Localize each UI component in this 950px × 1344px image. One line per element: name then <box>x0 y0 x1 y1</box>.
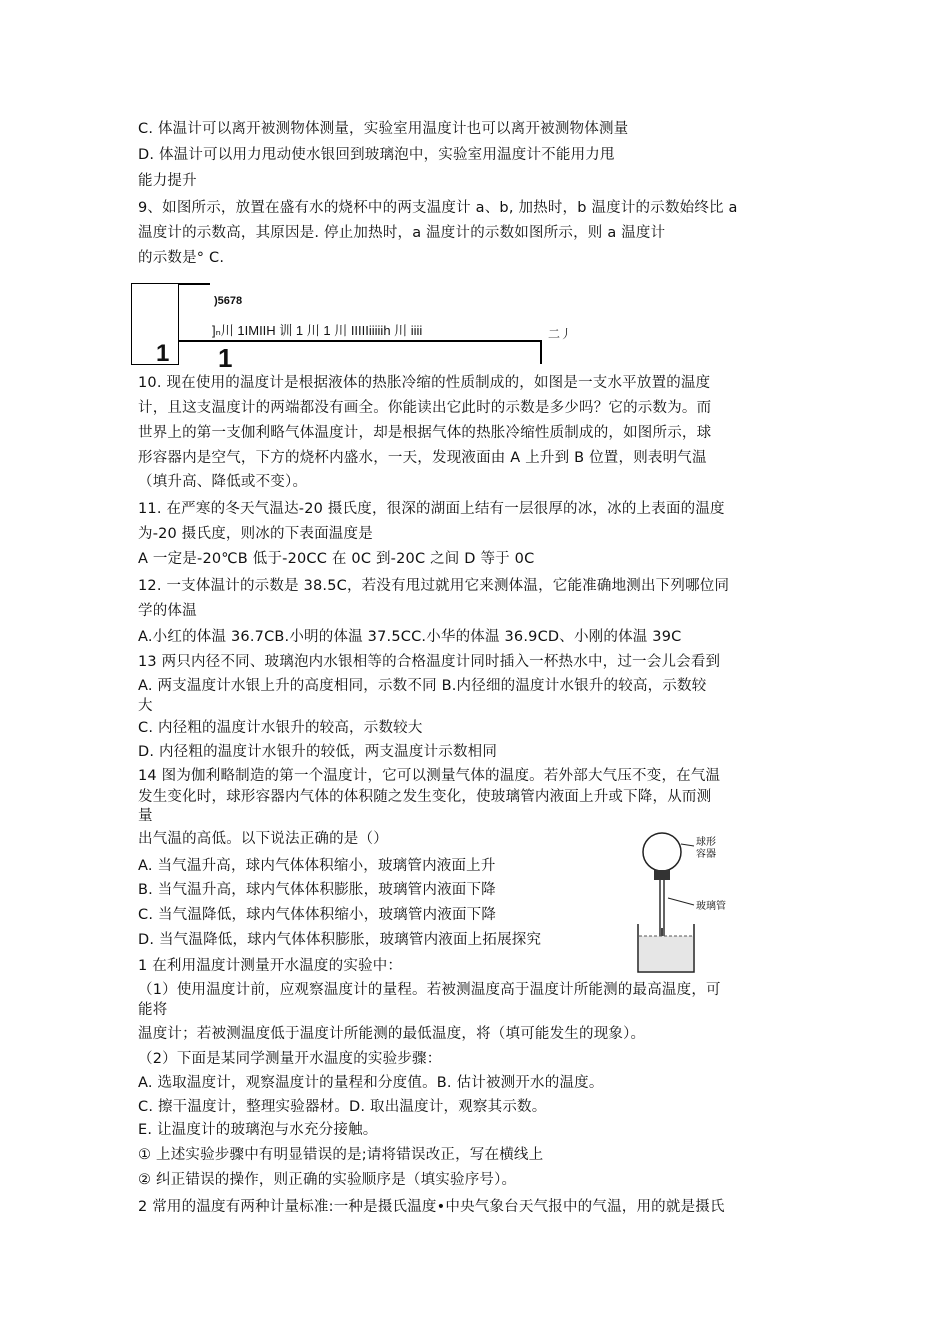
thermometer-end-mark: 二丿 <box>548 327 573 341</box>
q12-line-1: 12. 一支体温计的示数是 38.5C，若没有甩过就用它来测体温，它能准确地测出下列哪位同 <box>138 578 730 594</box>
q12-line-2: 学的体温 <box>138 603 197 619</box>
q14-option-b: B. 当气温升高，球内气体体积膨胀，玻璃管内液面下降 <box>138 882 496 898</box>
ext-q2-line-1: 2 常用的温度有两种计量标准:一种是摄氏温度•中央气象台天气报中的气温，用的就是摄氏 <box>138 1199 725 1215</box>
thermometer-box-digit: 1 <box>156 340 170 367</box>
galileo-thermometer-figure <box>620 832 780 982</box>
q10-line-5: （填升高、降低或不变）。 <box>138 474 308 490</box>
q12-options: A.小红的体温 36.7CB.小明的体温 37.5CC.小华的体温 36.9CD、小刚的体温 39C <box>138 629 682 645</box>
q10-line-1: 10. 现在使用的温度计是根据液体的热胀冷缩的性质制成的，如图是一支水平放置的温度 <box>138 375 711 391</box>
thermometer-scale-numbers: )5678 <box>214 295 243 307</box>
thermometer-scale-digit: 1 <box>218 343 233 373</box>
q13-option-c: C. 内径粗的温度计水银升的较高，示数较大 <box>138 720 423 736</box>
ext-q1-line-1: 1 在利用温度计测量开水温度的实验中： <box>138 958 403 974</box>
ext-q1-step-ab: A. 选取温度计，观察温度计的量程和分度值。B. 估计被测开水的温度。 <box>138 1075 604 1091</box>
thermometer-end-line <box>540 340 542 364</box>
thermometer-box <box>131 283 179 365</box>
q10-line-3: 世界上的第一支伽利略气体温度计，却是根据气体的热胀冷缩性质制成的，如图所示，球 <box>138 425 712 441</box>
ext-q1-line-3: 能将 <box>138 1002 168 1018</box>
q11-line-1: 11. 在严寒的冬天气温达-20 摄氏度，很深的湖面上结有一层很厚的冰，冰的上表面的温度 <box>138 501 725 517</box>
q14-option-c: C. 当气温降低，球内气体体积缩小，玻璃管内液面下降 <box>138 907 497 923</box>
q13-option-ab: A. 两支温度计水银上升的高度相同，示数不同 B.内径细的温度计水银升的较高，示数较 <box>138 678 707 694</box>
section-heading: 能力提升 <box>138 173 197 189</box>
q14-line-2: 发生变化时，球形容器内气体的体积随之发生变化，使玻璃管内液面上升或下降，从而测 <box>138 789 712 805</box>
ext-q1-line-4: 温度计；若被测温度低于温度计所能测的最低温度，将（填可能发生的现象）。 <box>138 1026 646 1042</box>
q9-line-3: 的示数是° C. <box>138 250 225 266</box>
ext-q1-step-e: E. 让温度计的玻璃泡与水充分接触。 <box>138 1122 378 1138</box>
q11-options: A 一定是-20℃B 低于-20CC 在 0C 到-20C 之间 D 等于 0C <box>138 551 535 567</box>
q14-line-3: 量 <box>138 808 153 824</box>
ext-q1-step-cd: C. 擦干温度计，整理实验器材。D. 取出温度计，观察其示数。 <box>138 1099 547 1115</box>
thermometer-scale-ticks: ]ₙ川 1IMIIH 训 1 川 1 川 IIIIIiiiiih 川 iiii <box>212 323 423 338</box>
bulb-label-2: 容器 <box>696 849 716 860</box>
q10-line-2: 计，且这支温度计的两端都没有画全。你能读出它此时的示数是多少吗？它的示数为。而 <box>138 400 712 416</box>
tube-label: 玻璃管 <box>696 901 726 912</box>
ext-q1-line-5: （2）下面是某同学测量开水温度的实验步骤： <box>138 1051 442 1067</box>
q13-option-d: D. 内径粗的温度计水银升的较低，两支温度计示数相同 <box>138 744 498 760</box>
q13-line-1: 13 两只内径不同、玻璃泡内水银相等的合格温度计同时插入一杯热水中，过一会儿会看到 <box>138 654 721 670</box>
option-d-line: D. 体温计可以用力甩动使水银回到玻璃泡中，实验室用温度计不能用力甩 <box>138 147 615 163</box>
q9-line-2: 温度计的示数高，其原因是. 停止加热时，a 温度计的示数如图所示，则 a 温度计 <box>138 225 666 241</box>
thermometer-top-line <box>178 283 210 285</box>
q11-line-2: 为-20 摄氏度，则冰的下表面温度是 <box>138 526 373 542</box>
ext-q1-sub-2: ② 纠正错误的操作，则正确的实验顺序是（填实验序号）。 <box>138 1172 517 1188</box>
q9-line-1: 9、如图所示，放置在盛有水的烧杯中的两支温度计 a、b, 加热时，b 温度计的示数始终比 a <box>138 200 738 216</box>
ext-q1-sub-1: ① 上述实验步骤中有明显错误的是;请将错误改正，写在横线上 <box>138 1147 544 1163</box>
bulb-label-1: 球形 <box>696 837 716 848</box>
q13-option-ab-cont: 大 <box>138 698 153 714</box>
ext-q1-line-2: （1）使用温度计前，应观察温度计的量程。若被测温度高于温度计所能测的最高温度，可 <box>138 982 721 998</box>
q14-line-4: 出气温的高低。以下说法正确的是（） <box>138 831 388 847</box>
q14-option-a: A. 当气温升高，球内气体体积缩小，玻璃管内液面上升 <box>138 858 496 874</box>
option-c-line: C. 体温计可以离开被测物体测量，实验室用温度计也可以离开被测物体测量 <box>138 121 629 137</box>
q14-line-1: 14 图为伽利略制造的第一个温度计，它可以测量气体的温度。若外部大气压不变，在气温 <box>138 768 721 784</box>
q10-line-4: 形容器内是空气，下方的烧杯内盛水，一天，发现液面由 A 上升到 B 位置，则表明气温 <box>138 450 707 466</box>
q14-option-d: D. 当气温降低，球内气体体积膨胀，玻璃管内液面上拓展探究 <box>138 932 542 948</box>
thermometer-body-line <box>178 340 540 342</box>
